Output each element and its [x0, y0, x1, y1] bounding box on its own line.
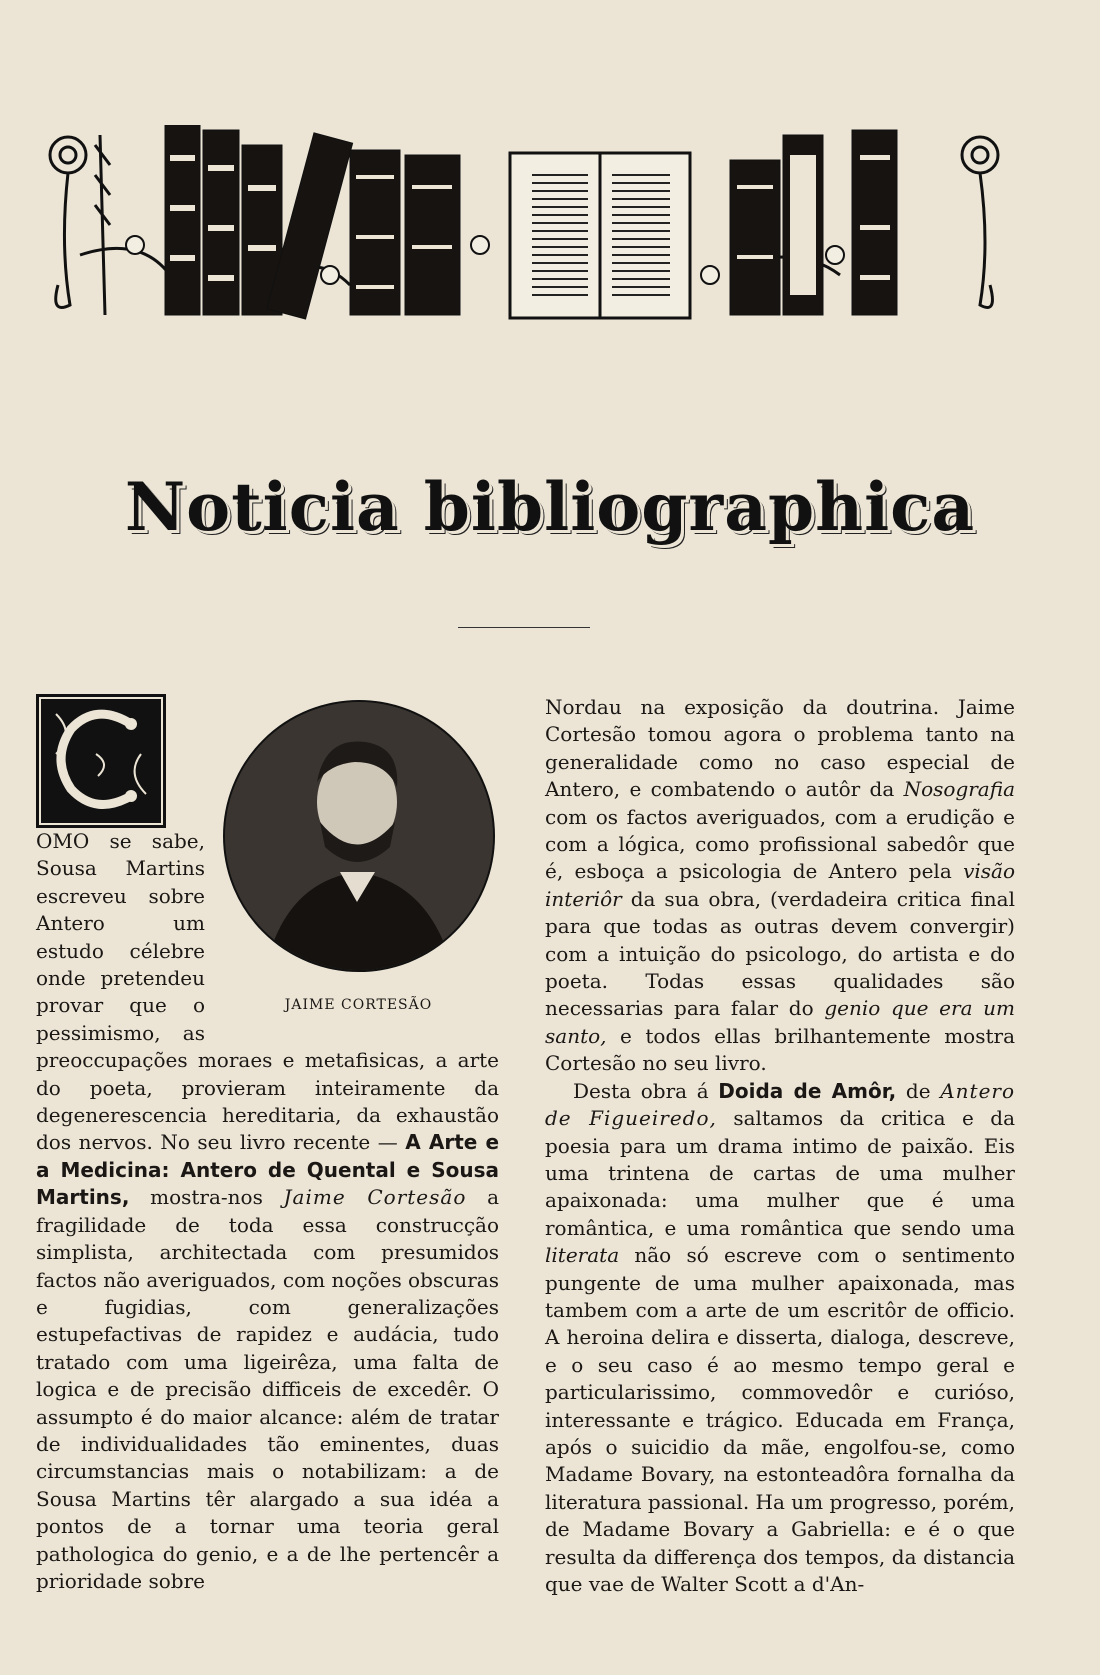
- portrait-photo: [223, 700, 495, 972]
- italic-genio: genio que era um santo,: [545, 996, 1016, 1048]
- text-segment: da sua obra, (verdadeira critica final para que todas as outras devem convergir) com a intuição do psicologo, do artista e do poeta. Todas essas qualidades são necessarias para falar do: [545, 886, 1015, 1021]
- bookshelf-illustration: [40, 125, 1010, 350]
- italic-nosografia: Nosografia: [903, 777, 1015, 802]
- page-title: Noticia bibliographica: [124, 468, 976, 546]
- intro-text: OMO se sabe, Sousa Martins escreveu sobre Antero um estudo célebre onde pretendeu provar que o pessimismo, as preoccupações moraes e metafisicas, a arte do poeta, provieram inteiramente da degenerescencia hereditaria, da exhaustão dos nervos. No seu livro recente —: [36, 829, 499, 1155]
- right-column: [545, 694, 1015, 1598]
- text-segment: Nordau na exposição da doutrina. Jaime Cortesão tomou agora o problema tanto na generalidade como no caso especial de Antero, e combatendo o autôr da: [545, 695, 1015, 802]
- author-name: Jaime Cortesão: [283, 1185, 467, 1210]
- author-name: Antero de Figueiredo,: [545, 1078, 1016, 1131]
- paragraph-1: [545, 694, 1015, 1078]
- text-segment: de: [905, 1078, 931, 1103]
- ornamental-initial-c: [36, 694, 166, 828]
- title-divider: [458, 627, 590, 628]
- book-title-arte-medicina: A Arte e a Medicina: Antero de Quental e Sousa Martins,: [36, 1130, 500, 1210]
- text-segment: e todos ellas brilhantemente mostra Cortesão no seu livro.: [545, 1023, 1016, 1076]
- text-segment: mostra-nos: [150, 1185, 263, 1210]
- portrait-figure: [215, 694, 502, 1030]
- text-segment: Desta obra á: [573, 1078, 709, 1103]
- paragraph-2: [545, 1078, 1015, 1599]
- italic-literata: literata: [545, 1243, 620, 1268]
- text-segment: não só escreve com o sentimento pungente de uma mulher apaixonada, mas tambem com a arte de um escritôr de officio. A heroina delira e disserta, dialoga, descreve, e o seu caso é ao mesmo tempo geral e particularissimo, commovedôr e curióso, interessante e trágico. Educada em França, após o suicidio da mãe, engolfou-se, como Madame Bovary, na estonteadôra fornalha da literatura passional. Ha um progresso, porém, de Madame Bovary a Gabriella: e é o que resulta da differença dos tempos, da distancia que vae de Walter Scott a d'An-: [545, 1243, 1015, 1596]
- ornament-icon: [36, 694, 166, 828]
- portrait-image: [225, 702, 493, 970]
- text-segment: com os factos averiguados, com a erudição e com a lógica, como profissional sabedôr que é, esboça a psicologia de Antero pela: [545, 804, 1015, 884]
- text-segment: saltamos da critica e da poesia para um drama intimo de paixão. Eis uma trintena de cartas de uma mulher apaixonada: uma mulher que é uma romântica, e uma romântica que sendo uma: [545, 1106, 1016, 1240]
- portrait-caption: JAIME CORTESÃO: [284, 997, 433, 1013]
- book-title-doida-de-amor: Doida de Amôr,: [718, 1078, 897, 1103]
- italic-visao-interior: visão interiôr: [545, 859, 1016, 911]
- text-segment: a fragilidade de toda essa construcção simplista, architectada com presumidos factos não averiguados, com noções obscuras e fugidias, com generalizações estupefactivas de rapidez e audácia, tudo tratado com uma ligeirêza, uma falta de logica e de precisão difficeis de excedêr. O assumpto é do maior alcance: além de tratar de individualidades tão eminentes, duas circumstancias mais o notabilizam: a de Sousa Martins têr alargado a sua idéa a pontos de a tornar uma teoria geral pathologica do genio, e a de lhe pertencêr a prioridade sobre: [36, 1185, 499, 1593]
- left-column: [36, 694, 499, 1595]
